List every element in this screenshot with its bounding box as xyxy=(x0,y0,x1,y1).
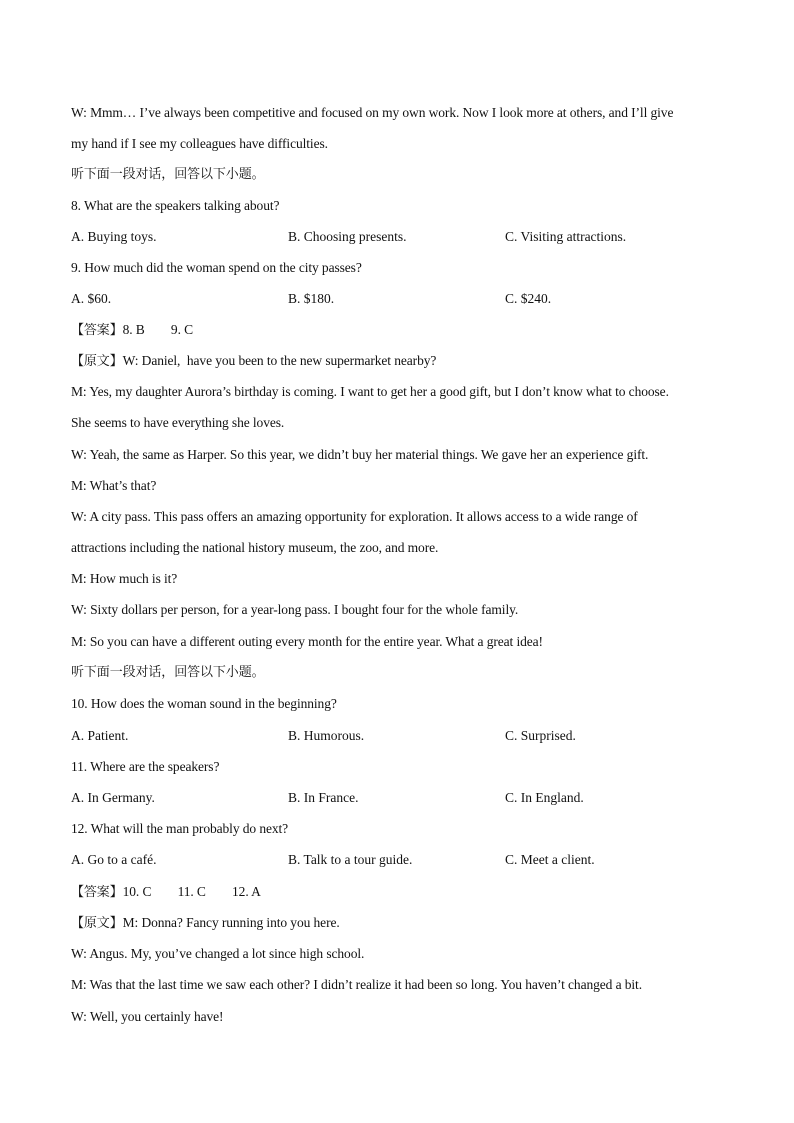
section-instruction: 听下面一段对话，回答以下小题。 xyxy=(71,665,265,680)
transcript-tag: 【原文】 xyxy=(71,916,123,931)
question-11: 11. Where are the speakers? xyxy=(71,759,220,774)
dialogue-line: M: Yes, my daughter Aurora’s birthday is coming. I want to get her a good gift, but I don’t know what to choose. xyxy=(71,384,669,399)
q12-option-a: A. Go to a café. xyxy=(71,852,157,867)
q9-option-a: A. $60. xyxy=(71,291,112,306)
q10-option-b: B. Humorous. xyxy=(288,728,365,743)
transcript-text: M: Donna? Fancy running into you here. xyxy=(122,915,340,930)
q12-option-c: C. Meet a client. xyxy=(505,852,595,867)
q8-option-c: C. Visiting attractions. xyxy=(505,229,627,244)
transcript-text: W: Daniel, have you been to the new supermarket nearby? xyxy=(122,353,437,368)
section-instruction: 听下面一段对话，回答以下小题。 xyxy=(71,167,265,182)
question-12: 12. What will the man probably do next? xyxy=(71,821,289,836)
question-10: 10. How does the woman sound in the beginning? xyxy=(71,696,337,711)
dialogue-line: She seems to have everything she loves. xyxy=(71,415,285,430)
q11-option-c: C. In England. xyxy=(505,790,584,805)
q11-option-b: B. In France. xyxy=(288,790,359,805)
answer-line xyxy=(71,321,193,340)
dialogue-line: W: Mmm… I’ve always been competitive and focused on my own work. Now I look more at others, and I’ll give xyxy=(71,105,674,120)
question-9: 9. How much did the woman spend on the city passes? xyxy=(71,260,362,275)
dialogue-line: M: How much is it? xyxy=(71,571,178,586)
q11-option-a: A. In Germany. xyxy=(71,790,155,805)
q9-option-c: C. $240. xyxy=(505,291,552,306)
q8-option-a: A. Buying toys. xyxy=(71,229,157,244)
q8-option-b: B. Choosing presents. xyxy=(288,229,407,244)
dialogue-line: W: Yeah, the same as Harper. So this year, we didn’t buy her material things. We gave her an experience gift. xyxy=(71,447,649,462)
answer-text: 8. B 9. C xyxy=(122,322,194,337)
dialogue-line: W: Angus. My, you’ve changed a lot since high school. xyxy=(71,946,365,961)
answer-text: 10. C 11. C 12. A xyxy=(122,884,261,899)
transcript-line xyxy=(71,914,340,933)
dialogue-line: my hand if I see my colleagues have difficulties. xyxy=(71,136,328,151)
dialogue-line: M: So you can have a different outing every month for the entire year. What a great idea! xyxy=(71,634,543,649)
dialogue-line: W: Well, you certainly have! xyxy=(71,1009,224,1024)
answer-line xyxy=(71,883,261,902)
question-8: 8. What are the speakers talking about? xyxy=(71,198,280,213)
dialogue-line: M: What’s that? xyxy=(71,478,157,493)
q10-option-a: A. Patient. xyxy=(71,728,129,743)
transcript-tag: 【原文】 xyxy=(71,354,123,369)
q10-option-c: C. Surprised. xyxy=(505,728,576,743)
dialogue-line: attractions including the national history museum, the zoo, and more. xyxy=(71,540,439,555)
dialogue-line: M: Was that the last time we saw each other? I didn’t realize it had been so long. You haven’t changed a bit. xyxy=(71,977,642,992)
transcript-line xyxy=(71,352,436,371)
q12-option-b: B. Talk to a tour guide. xyxy=(288,852,413,867)
dialogue-line: W: Sixty dollars per person, for a year-long pass. I bought four for the whole family. xyxy=(71,602,519,617)
q9-option-b: B. $180. xyxy=(288,291,335,306)
answer-tag: 【答案】 xyxy=(71,885,123,900)
dialogue-line: W: A city pass. This pass offers an amazing opportunity for exploration. It allows access to a wide range of xyxy=(71,509,638,524)
answer-tag: 【答案】 xyxy=(71,323,123,338)
